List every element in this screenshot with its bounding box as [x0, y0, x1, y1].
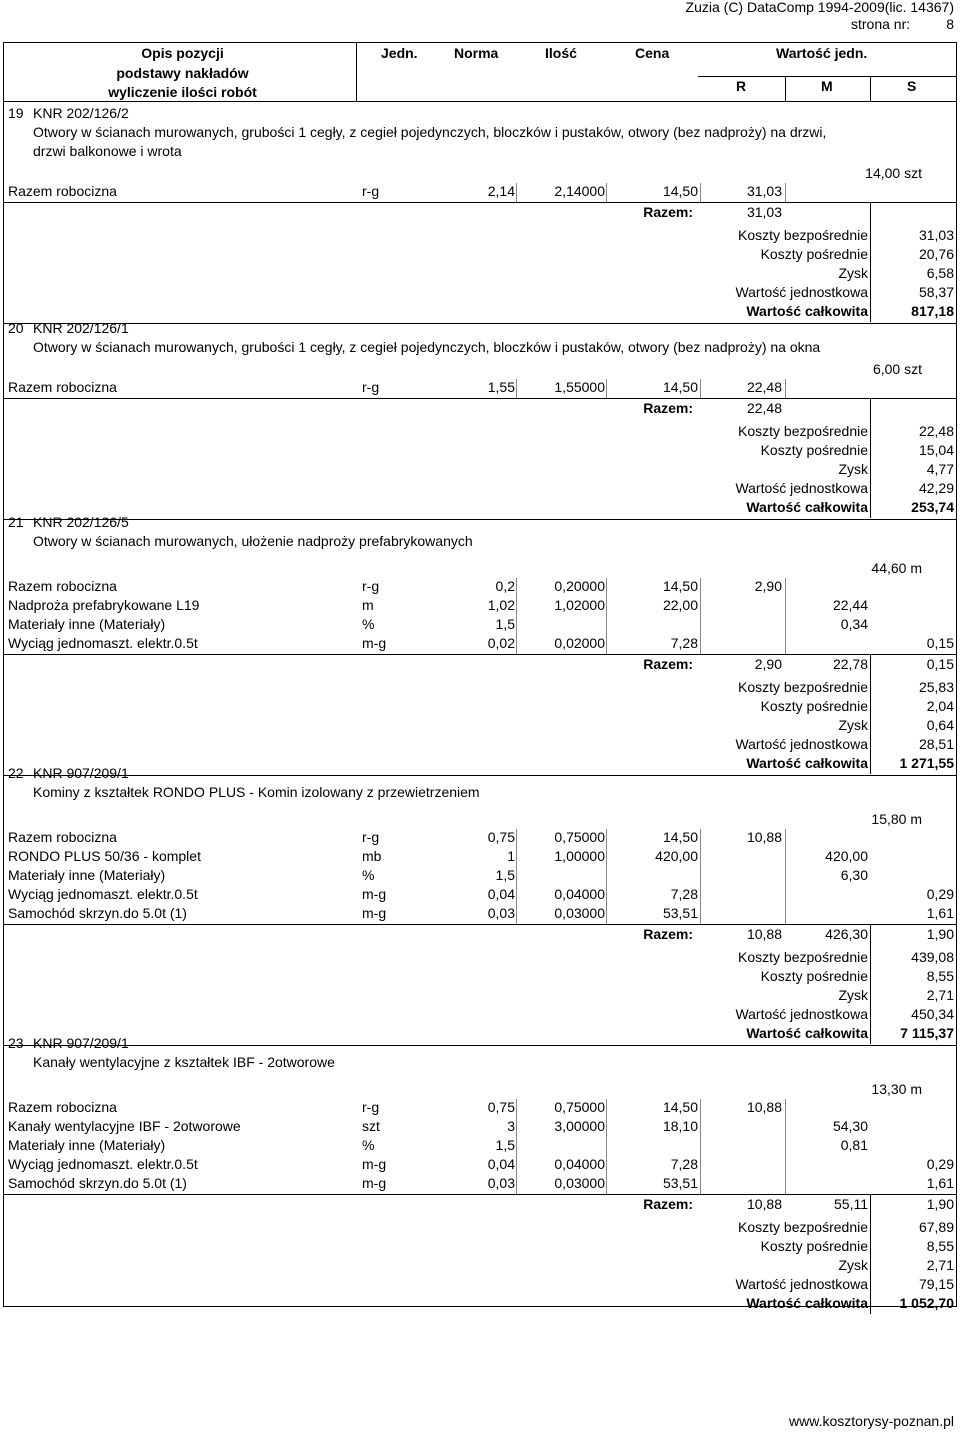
row-name: Razem robocizna [8, 829, 117, 845]
row-s: 1,61 [926, 905, 954, 921]
summary-value-kp: 15,04 [918, 442, 954, 458]
page-label: strona nr: [851, 16, 911, 32]
row-column-divider [606, 379, 607, 398]
position-quantity: 14,00 szt [865, 165, 922, 181]
row-column-divider [785, 886, 786, 905]
row-cena: 14,50 [662, 1099, 698, 1115]
row-unit: m-g [362, 1175, 387, 1191]
position-quantity: 13,30 m [871, 1081, 922, 1097]
position-description: Kanały wentylacyjne z kształtek IBF - 2otworowe [33, 1054, 335, 1070]
razem-label: Razem: [643, 400, 693, 416]
row-column-divider [606, 829, 607, 848]
row-unit: m-g [362, 1156, 387, 1172]
page-number: 8 [946, 16, 954, 32]
row-norma: 0,75 [487, 1099, 515, 1115]
razem-s: 0,15 [926, 656, 954, 672]
footer-url: www.kosztorysy-poznan.pl [789, 1413, 954, 1429]
summary-value-zysk: 2,71 [926, 987, 954, 1003]
row-column-divider [606, 1156, 607, 1175]
row-norma: 1,55 [487, 379, 515, 395]
row-norma: 0,04 [487, 886, 515, 902]
razem-divider [3, 202, 957, 203]
row-name: Samochód skrzyn.do 5.0t (1) [8, 1175, 187, 1191]
summary-value-wc: 253,74 [911, 499, 954, 515]
row-column-divider [700, 1099, 701, 1118]
position-description: Kominy z kształtek RONDO PLUS - Komin izolowany z przewietrzeniem [33, 784, 480, 800]
row-column-divider [785, 829, 786, 848]
row-cena: 14,50 [662, 183, 698, 199]
razem-r: 31,03 [746, 204, 782, 220]
summary-label-kp: Koszty pośrednie [760, 698, 868, 714]
row-cena: 18,10 [662, 1118, 698, 1134]
row-column-divider [700, 616, 701, 635]
summary-value-kb: 25,83 [918, 679, 954, 695]
summary-value-wc: 817,18 [911, 303, 954, 319]
row-column-divider [606, 597, 607, 616]
position-description: Otwory w ścianach murowanych, grubości 1 cegły, z cegieł pojedynczych, bloczków i pustaków, otwory (bez nadproży) na okna [33, 339, 821, 355]
row-column-divider [785, 597, 786, 616]
row-column-divider [700, 867, 701, 886]
razem-divider [3, 654, 957, 655]
row-column-divider [785, 578, 786, 597]
summary-label-wj: Wartość jednostkowa [735, 284, 868, 300]
row-name: Nadproża prefabrykowane L19 [8, 597, 200, 613]
summary-label-wc: Wartość całkowita [746, 303, 868, 319]
position-quantity: 6,00 szt [872, 361, 922, 377]
row-column-divider [516, 905, 517, 924]
row-column-divider [606, 183, 607, 202]
position-end-divider [3, 1045, 957, 1046]
row-unit: r-g [362, 578, 380, 594]
summary-value-wc: 1 052,70 [899, 1295, 954, 1311]
row-column-divider [516, 1118, 517, 1137]
row-norma: 1,5 [495, 1137, 515, 1153]
row-unit: m-g [362, 905, 387, 921]
col-wartosc: Wartość jedn. [776, 45, 868, 61]
row-column-divider [785, 867, 786, 886]
summary-value-wc: 7 115,37 [900, 1025, 954, 1041]
summary-value-zysk: 0,64 [926, 717, 954, 733]
row-column-divider [785, 848, 786, 867]
row-cena: 14,50 [662, 829, 698, 845]
row-m: 0,81 [840, 1137, 868, 1153]
summary-value-kp: 20,76 [918, 246, 954, 262]
row-ilosc: 1,02000 [554, 597, 605, 613]
razem-m: 55,11 [834, 1196, 868, 1212]
row-column-divider [606, 578, 607, 597]
row-name: Materiały inne (Materiały) [8, 616, 166, 632]
row-s: 0,15 [926, 635, 954, 651]
row-r: 31,03 [746, 183, 782, 199]
razem-label: Razem: [643, 1196, 693, 1212]
row-column-divider [516, 183, 517, 202]
row-column-divider [606, 635, 607, 654]
row-column-divider [516, 1137, 517, 1156]
row-m: 22,44 [832, 597, 868, 613]
summary-value-wc: 1 271,55 [899, 755, 954, 771]
summary-divider [870, 924, 871, 1044]
razem-r: 2,90 [754, 656, 782, 672]
row-name: Razem robocizna [8, 578, 117, 594]
razem-r: 22,48 [746, 400, 782, 416]
summary-divider [870, 202, 871, 322]
row-s: 0,29 [926, 886, 954, 902]
row-column-divider [516, 867, 517, 886]
row-ilosc: 0,75000 [554, 1099, 605, 1115]
row-column-divider [785, 905, 786, 924]
razem-r: 10,88 [746, 926, 782, 942]
row-norma: 0,04 [487, 1156, 515, 1172]
row-norma: 1,5 [495, 616, 515, 632]
row-column-divider [700, 1137, 701, 1156]
row-unit: r-g [362, 183, 380, 199]
summary-label-zysk: Zysk [838, 1257, 868, 1273]
row-column-divider [700, 597, 701, 616]
summary-label-kb: Koszty bezpośrednie [738, 227, 868, 243]
row-column-divider [516, 1099, 517, 1118]
row-column-divider [516, 1175, 517, 1194]
col-r: R [736, 78, 747, 94]
summary-value-wj: 450,34 [911, 1006, 954, 1022]
row-unit: m-g [362, 635, 387, 651]
row-ilosc: 2,14000 [554, 183, 605, 199]
position-quantity: 44,60 m [871, 560, 922, 576]
col-ilosc: Ilość [545, 45, 577, 61]
razem-label: Razem: [643, 926, 693, 942]
row-column-divider [700, 848, 701, 867]
row-column-divider [606, 886, 607, 905]
position-knr: KNR 202/126/1 [33, 320, 129, 336]
position-description: Otwory w ścianach murowanych, ułożenie nadproży prefabrykowanych [33, 533, 473, 549]
position-description: Otwory w ścianach murowanych, grubości 1 cegły, z cegieł pojedynczych, bloczków i pustaków, otwory (bez nadproży) na drzwi, [33, 124, 827, 140]
position-end-divider [3, 323, 957, 324]
row-column-divider [516, 1156, 517, 1175]
col-jedn: Jedn. [381, 45, 418, 61]
row-column-divider [516, 848, 517, 867]
summary-label-kb: Koszty bezpośrednie [738, 423, 868, 439]
col-divider [356, 42, 357, 102]
row-column-divider [700, 379, 701, 398]
summary-value-kb: 22,48 [918, 423, 954, 439]
position-end-divider [3, 775, 957, 776]
position-number: 20 [8, 320, 24, 336]
row-m: 54,30 [832, 1118, 868, 1134]
summary-value-kp: 8,55 [926, 968, 954, 984]
summary-value-kp: 8,55 [926, 1238, 954, 1254]
position-end-divider [3, 519, 957, 520]
row-ilosc: 0,03000 [554, 905, 605, 921]
row-cena: 22,00 [662, 597, 698, 613]
row-norma: 1 [507, 848, 515, 864]
row-name: Razem robocizna [8, 379, 117, 395]
razem-divider [3, 1194, 957, 1195]
row-norma: 3 [507, 1118, 515, 1134]
col-divider [785, 77, 786, 102]
row-ilosc: 0,04000 [554, 886, 605, 902]
col-opis-line2: podstawy nakładów [116, 65, 249, 81]
row-column-divider [700, 905, 701, 924]
row-column-divider [700, 1118, 701, 1137]
row-cena: 420,00 [655, 848, 698, 864]
summary-label-kp: Koszty pośrednie [760, 246, 868, 262]
razem-m: 22,78 [832, 656, 868, 672]
row-norma: 2,14 [487, 183, 515, 199]
row-column-divider [785, 1156, 786, 1175]
position-knr: KNR 907/209/1 [33, 1035, 129, 1051]
summary-label-zysk: Zysk [838, 717, 868, 733]
razem-m: 426,30 [825, 926, 868, 942]
row-column-divider [516, 829, 517, 848]
row-unit: r-g [362, 379, 380, 395]
row-cena: 7,28 [670, 1156, 698, 1172]
position-description: drzwi balkonowe i wrota [33, 143, 182, 159]
row-name: RONDO PLUS 50/36 - komplet [8, 848, 201, 864]
row-column-divider [700, 1175, 701, 1194]
summary-label-wc: Wartość całkowita [746, 499, 868, 515]
row-r: 10,88 [746, 829, 782, 845]
row-m: 420,00 [825, 848, 868, 864]
row-column-divider [785, 1175, 786, 1194]
row-norma: 0,03 [487, 905, 515, 921]
col-m: M [821, 78, 833, 94]
razem-label: Razem: [643, 656, 693, 672]
summary-label-wc: Wartość całkowita [746, 1295, 868, 1311]
row-cena: 14,50 [662, 578, 698, 594]
row-column-divider [606, 616, 607, 635]
row-column-divider [785, 1137, 786, 1156]
col-opis-line1: Opis pozycji [141, 45, 224, 61]
summary-label-wj: Wartość jednostkowa [735, 736, 868, 752]
summary-label-zysk: Zysk [838, 987, 868, 1003]
summary-label-kb: Koszty bezpośrednie [738, 679, 868, 695]
row-name: Wyciąg jednomaszt. elektr.0.5t [8, 1156, 198, 1172]
row-column-divider [516, 616, 517, 635]
row-name: Wyciąg jednomaszt. elektr.0.5t [8, 635, 198, 651]
row-column-divider [606, 848, 607, 867]
summary-label-wc: Wartość całkowita [746, 1025, 868, 1041]
summary-label-zysk: Zysk [838, 265, 868, 281]
row-column-divider [606, 1175, 607, 1194]
col-norma: Norma [454, 45, 499, 61]
summary-label-wj: Wartość jednostkowa [735, 480, 868, 496]
razem-s: 1,90 [926, 1196, 954, 1212]
summary-label-wc: Wartość całkowita [746, 755, 868, 771]
row-column-divider [516, 379, 517, 398]
col-s: S [907, 78, 917, 94]
summary-divider [870, 398, 871, 518]
row-unit: r-g [362, 1099, 380, 1115]
summary-label-kb: Koszty bezpośrednie [738, 949, 868, 965]
row-r: 2,90 [754, 578, 782, 594]
row-ilosc: 0,20000 [554, 578, 605, 594]
row-column-divider [606, 905, 607, 924]
position-knr: KNR 907/209/1 [33, 765, 129, 781]
row-column-divider [785, 183, 786, 202]
row-column-divider [516, 886, 517, 905]
row-unit: m [362, 597, 374, 613]
row-column-divider [700, 1156, 701, 1175]
position-number: 19 [8, 105, 24, 121]
row-cena: 7,28 [670, 886, 698, 902]
razem-divider [3, 924, 957, 925]
summary-divider [870, 654, 871, 774]
row-norma: 0,2 [495, 578, 515, 594]
col-opis-line3: wyliczenie ilości robót [108, 84, 257, 100]
row-column-divider [700, 886, 701, 905]
row-m: 0,34 [840, 616, 868, 632]
row-column-divider [516, 635, 517, 654]
summary-label-kp: Koszty pośrednie [760, 968, 868, 984]
row-cena: 14,50 [662, 379, 698, 395]
row-unit: % [362, 616, 375, 632]
row-ilosc: 0,04000 [554, 1156, 605, 1172]
summary-label-wj: Wartość jednostkowa [735, 1276, 868, 1292]
position-knr: KNR 202/126/5 [33, 514, 129, 530]
row-ilosc: 0,02000 [554, 635, 605, 651]
row-cena: 7,28 [670, 635, 698, 651]
summary-label-kp: Koszty pośrednie [760, 442, 868, 458]
row-ilosc: 0,03000 [554, 1175, 605, 1191]
row-column-divider [785, 616, 786, 635]
row-column-divider [606, 1137, 607, 1156]
summary-value-wj: 28,51 [918, 736, 954, 752]
row-unit: m-g [362, 886, 387, 902]
row-name: Materiały inne (Materiały) [8, 1137, 166, 1153]
row-column-divider [785, 379, 786, 398]
row-ilosc: 3,00000 [554, 1118, 605, 1134]
row-s: 1,61 [926, 1175, 954, 1191]
razem-divider [3, 398, 957, 399]
summary-label-zysk: Zysk [838, 461, 868, 477]
position-number: 23 [8, 1035, 24, 1051]
col-divider [870, 77, 871, 102]
summary-value-kb: 439,08 [911, 949, 954, 965]
summary-value-zysk: 4,77 [926, 461, 954, 477]
row-r: 22,48 [746, 379, 782, 395]
row-column-divider [700, 635, 701, 654]
row-ilosc: 0,75000 [554, 829, 605, 845]
row-column-divider [785, 1099, 786, 1118]
row-unit: szt [362, 1118, 380, 1134]
position-number: 22 [8, 765, 24, 781]
summary-value-zysk: 6,58 [926, 265, 954, 281]
row-name: Wyciąg jednomaszt. elektr.0.5t [8, 886, 198, 902]
row-norma: 1,02 [487, 597, 515, 613]
row-unit: r-g [362, 829, 380, 845]
razem-label: Razem: [643, 204, 693, 220]
row-column-divider [700, 829, 701, 848]
summary-label-kb: Koszty bezpośrednie [738, 1219, 868, 1235]
row-name: Razem robocizna [8, 1099, 117, 1115]
row-column-divider [606, 867, 607, 886]
row-norma: 0,02 [487, 635, 515, 651]
row-column-divider [785, 635, 786, 654]
row-column-divider [606, 1099, 607, 1118]
row-column-divider [606, 1118, 607, 1137]
summary-label-kp: Koszty pośrednie [760, 1238, 868, 1254]
row-cena: 53,51 [662, 905, 698, 921]
row-r: 10,88 [746, 1099, 782, 1115]
row-cena: 53,51 [662, 1175, 698, 1191]
summary-value-wj: 42,29 [918, 480, 954, 496]
row-s: 0,29 [926, 1156, 954, 1172]
row-name: Kanały wentylacyjne IBF - 2otworowe [8, 1118, 241, 1134]
summary-value-kb: 67,89 [918, 1219, 954, 1235]
summary-value-wj: 79,15 [918, 1276, 954, 1292]
row-unit: mb [362, 848, 382, 864]
row-name: Samochód skrzyn.do 5.0t (1) [8, 905, 187, 921]
row-column-divider [516, 578, 517, 597]
razem-s: 1,90 [926, 926, 954, 942]
row-ilosc: 1,00000 [554, 848, 605, 864]
wartosc-divider [698, 76, 957, 77]
col-cena: Cena [635, 45, 670, 61]
summary-divider [870, 1194, 871, 1314]
row-ilosc: 1,55000 [554, 379, 605, 395]
summary-value-kp: 2,04 [926, 698, 954, 714]
app-info: Zuzia (C) DataComp 1994-2009(lic. 14367) [685, 0, 954, 15]
row-m: 6,30 [840, 867, 868, 883]
row-unit: % [362, 867, 375, 883]
row-name: Razem robocizna [8, 183, 117, 199]
position-quantity: 15,80 m [871, 811, 922, 827]
row-column-divider [516, 597, 517, 616]
summary-value-kb: 31,03 [918, 227, 954, 243]
row-norma: 0,75 [487, 829, 515, 845]
position-knr: KNR 202/126/2 [33, 105, 129, 121]
summary-label-wj: Wartość jednostkowa [735, 1006, 868, 1022]
row-norma: 0,03 [487, 1175, 515, 1191]
header-divider [3, 101, 957, 102]
position-number: 21 [8, 514, 24, 530]
row-column-divider [700, 578, 701, 597]
row-column-divider [700, 183, 701, 202]
row-column-divider [785, 1118, 786, 1137]
row-unit: % [362, 1137, 375, 1153]
row-name: Materiały inne (Materiały) [8, 867, 166, 883]
razem-r: 10,88 [746, 1196, 782, 1212]
summary-value-wj: 58,37 [918, 284, 954, 300]
summary-value-zysk: 2,71 [926, 1257, 954, 1273]
row-norma: 1,5 [495, 867, 515, 883]
